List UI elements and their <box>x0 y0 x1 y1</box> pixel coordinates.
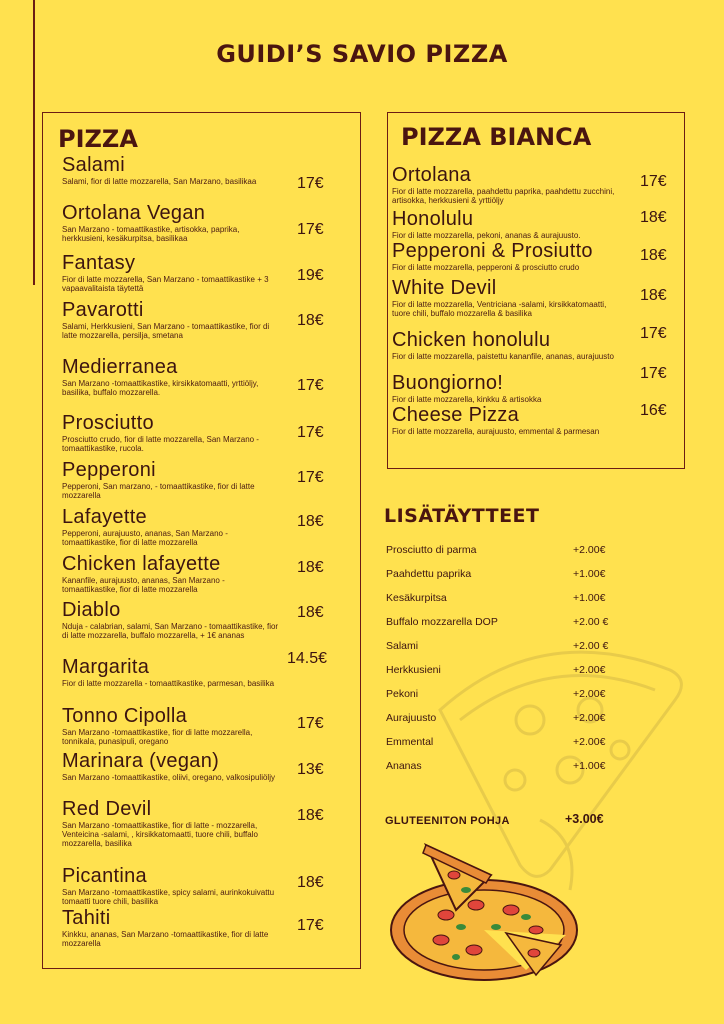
extra-topping-name: Buffalo mozzarella DOP <box>386 616 498 628</box>
pizza-bianca-item-price: 18€ <box>640 209 667 226</box>
pizza-item-name: Lafayette <box>62 506 147 528</box>
pizza-bianca-item-name: Ortolana <box>392 164 472 186</box>
gluten-free-label: GLUTEENITON POHJA <box>385 815 510 827</box>
pizza-item-name: Margarita <box>62 656 150 678</box>
pizza-bianca-item-price: 18€ <box>640 247 667 264</box>
pizza-item <box>62 253 282 293</box>
pizza-bianca-item-name: Honolulu <box>392 208 474 230</box>
pizza-item-description: San Marzano -tomaattikastike, kirsikkatomaatti, yrttiöljy, basilika, buffalo mozzarella. <box>62 379 259 397</box>
extra-topping-name: Pekoni <box>386 688 419 700</box>
extra-topping-name: Ananas <box>386 760 422 772</box>
pizza-item-name: Prosciutto <box>62 412 154 434</box>
pizza-item-name: Medierranea <box>62 356 178 378</box>
pizza-item-description: San Marzano - tomaattikastike, artisokka, paprika, herkkusieni, kesäkurpitsa, basilikaa <box>62 225 240 243</box>
pizza-bianca-item-price: 17€ <box>640 325 667 342</box>
pizza-item-price: 14.5€ <box>287 650 328 667</box>
pizza-bianca-item-description: Fior di latte mozzarella, Ventriciana -salami, kirsikkatomaatti, tuore chili, buffalo mozzarella & basilika <box>392 300 607 318</box>
extra-topping-name: Aurajuusto <box>386 712 437 724</box>
pizza-item-description: Salami, fior di latte mozzarella, San Marzano, basilikaa <box>62 177 257 186</box>
pizza-bianca-item-description: Fior di latte mozzarella, paistettu kananfile, ananas, aurajuusto <box>392 352 614 361</box>
pizza-item <box>62 507 282 547</box>
pizza-item-description: San Marzano -tomaattikastike, fior di latte mozzarella, tonnikala, punasipuli, oregano <box>62 728 253 746</box>
pizza-item-description: Prosciutto crudo, fior di latte mozzarella, San Marzano - tomaattikastike, rucola. <box>62 435 259 453</box>
pizza-bianca-item-name: Buongiorno! <box>392 372 504 394</box>
pizza-item-price: 18€ <box>297 513 324 530</box>
pizza-bianca-item <box>392 241 624 272</box>
pizza-item-price: 17€ <box>297 221 324 238</box>
extra-topping-name: Paahdettu paprika <box>386 568 472 580</box>
pizza-item-name: Pavarotti <box>62 299 144 321</box>
pizza-bianca-item-description: Fior di latte mozzarella, paahdettu paprika, paahdettu zucchini, artisokka, herkkusieni & yrttiöljy <box>392 187 615 205</box>
pizza-item-name: Ortolana Vegan <box>62 202 206 224</box>
extra-topping-price: +2.00 € <box>573 640 609 652</box>
pizza-item <box>62 706 282 746</box>
page-title: GUIDI’S SAVIO PIZZA <box>216 40 508 68</box>
pizza-bianca-item-name: Chicken honolulu <box>392 329 551 351</box>
pizza-item-price: 18€ <box>297 807 324 824</box>
pizza-item <box>62 460 282 500</box>
pizza-bianca-item <box>392 165 624 205</box>
pizza-item-description: Kinkku, ananas, San Marzano -tomaattikastike, fior di latte mozzarella <box>62 930 269 948</box>
pizza-item <box>62 799 282 848</box>
extra-topping-price: +2.00€ <box>573 664 606 676</box>
pizza-item-description: Kananfile, aurajuusto, ananas, San Marzano - tomaattikastike, fior di latte mozzarella <box>62 576 225 594</box>
pizza-item-description: San Marzano -tomaattikastike, oliivi, oregano, valkosipuliöljy <box>62 773 275 782</box>
pizza-bianca-section-title: PIZZA BIANCA <box>401 123 592 151</box>
pizza-item <box>62 908 282 948</box>
pizza-bianca-item-price: 17€ <box>640 173 667 190</box>
pizza-item-description: San Marzano -tomaattikastike, fior di latte - mozzarella, Venteicina -salami, , kirsikkatomaatti, tuore chili, buffalo mozzarella, basilika <box>62 821 258 848</box>
pizza-bianca-menu-box <box>387 112 685 469</box>
pizza-item-name: Marinara (vegan) <box>62 750 220 772</box>
extras-section-title: LISÄTÄYTTEET <box>384 505 540 527</box>
extra-topping-price: +1.00€ <box>573 568 606 580</box>
pizza-item-description: Fior di latte mozzarella - tomaattikastike, parmesan, basilika <box>62 679 275 688</box>
pizza-item-price: 17€ <box>297 715 324 732</box>
pizza-item-name: Tonno Cipolla <box>62 705 188 727</box>
pizza-item-name: Diablo <box>62 599 121 621</box>
pizza-illustration-icon <box>386 835 586 985</box>
pizza-item <box>62 300 282 340</box>
pizza-item-price: 17€ <box>297 469 324 486</box>
pizza-item <box>62 657 282 688</box>
extra-topping-price: +2.00€ <box>573 736 606 748</box>
pizza-bianca-item-price: 18€ <box>640 287 667 304</box>
pizza-item-price: 17€ <box>297 175 324 192</box>
pizza-item-description: Pepperoni, aurajuusto, ananas, San Marzano - tomaattikastike, fior di latte mozzarella <box>62 529 228 547</box>
pizza-bianca-item-price: 16€ <box>640 402 667 419</box>
extra-topping-name: Emmental <box>386 736 434 748</box>
pizza-item-price: 17€ <box>297 424 324 441</box>
pizza-section-title: PIZZA <box>58 125 138 153</box>
pizza-bianca-item-description: Fior di latte mozzarella, pekoni, ananas & aurajuusto. <box>392 231 581 240</box>
pizza-bianca-item-price: 17€ <box>640 365 667 382</box>
pizza-item-name: Red Devil <box>62 798 152 820</box>
pizza-bianca-item <box>392 373 624 404</box>
pizza-bianca-item <box>392 278 624 318</box>
pizza-item-price: 18€ <box>297 559 324 576</box>
pizza-item-description: Salami, Herkkusieni, San Marzano - tomaattikastike, fior di latte mozzarella, persilja, smetana <box>62 322 270 340</box>
pizza-item-description: San Marzano -tomaattikastike, spicy salami, aurinkokuivattu tomaatti tuore chili, basilika <box>62 888 275 906</box>
pizza-bianca-item <box>392 330 624 361</box>
pizza-item-name: Tahiti <box>62 907 111 929</box>
pizza-item-price: 17€ <box>297 377 324 394</box>
pizza-item-price: 18€ <box>297 604 324 621</box>
pizza-bianca-item <box>392 405 624 436</box>
pizza-item-name: Pepperoni <box>62 459 156 481</box>
extra-topping-price: +2.00€ <box>573 544 606 556</box>
pizza-item-price: 18€ <box>297 312 324 329</box>
pizza-item <box>62 600 282 640</box>
pizza-item-description: Nduja - calabrian, salami, San Marzano - tomaattikastike, fior di latte mozzarella, buffalo mozzarella, + 1€ ananas <box>62 622 279 640</box>
extra-topping-price: +1.00€ <box>573 592 606 604</box>
extra-topping-price: +2.00 € <box>573 616 609 628</box>
pizza-item-price: 17€ <box>297 917 324 934</box>
pizza-item-description: Pepperoni, San marzano, - tomaattikastike, fior di latte mozzarella <box>62 482 255 500</box>
pizza-item-price: 13€ <box>297 761 324 778</box>
extra-topping-price: +2.00€ <box>573 688 606 700</box>
extra-topping-name: Prosciutto di parma <box>386 544 477 556</box>
extra-topping-price: +1.00€ <box>573 760 606 772</box>
pizza-item <box>62 357 282 397</box>
pizza-bianca-item-name: Cheese Pizza <box>392 404 519 426</box>
pizza-bianca-item <box>392 209 624 240</box>
pizza-item <box>62 203 282 243</box>
pizza-item-name: Picantina <box>62 865 147 887</box>
pizza-item-name: Fantasy <box>62 252 136 274</box>
pizza-item <box>62 866 282 906</box>
extra-topping-price: +2.00€ <box>573 712 606 724</box>
pizza-bianca-item-name: Pepperoni & Prosiutto <box>392 240 593 262</box>
gluten-free-price: +3.00€ <box>565 812 604 826</box>
extra-topping-name: Kesäkurpitsa <box>386 592 447 604</box>
pizza-bianca-item-description: Fior di latte mozzarella, aurajuusto, emmental & parmesan <box>392 427 600 436</box>
pizza-item-name: Salami <box>62 154 125 176</box>
pizza-item-name: Chicken lafayette <box>62 553 221 575</box>
pizza-item <box>62 413 282 453</box>
extra-topping-name: Salami <box>386 640 419 652</box>
pizza-bianca-item-description: Fior di latte mozzarella, pepperoni & prosciutto crudo <box>392 263 580 272</box>
extra-topping-name: Herkkusieni <box>386 664 441 676</box>
pizza-item-price: 19€ <box>297 267 324 284</box>
pizza-item <box>62 155 282 186</box>
pizza-item-description: Fior di latte mozzarella, San Marzano - tomaattikastike + 3 vapaavalitaista täytettä <box>62 275 269 293</box>
pizza-bianca-item-name: White Devil <box>392 277 497 299</box>
pizza-bianca-item-description: Fior di latte mozzarella, kinkku & artisokka <box>392 395 542 404</box>
pizza-item <box>62 751 282 782</box>
pizza-item-price: 18€ <box>297 874 324 891</box>
pizza-menu-box <box>42 112 361 969</box>
pizza-item <box>62 554 282 594</box>
